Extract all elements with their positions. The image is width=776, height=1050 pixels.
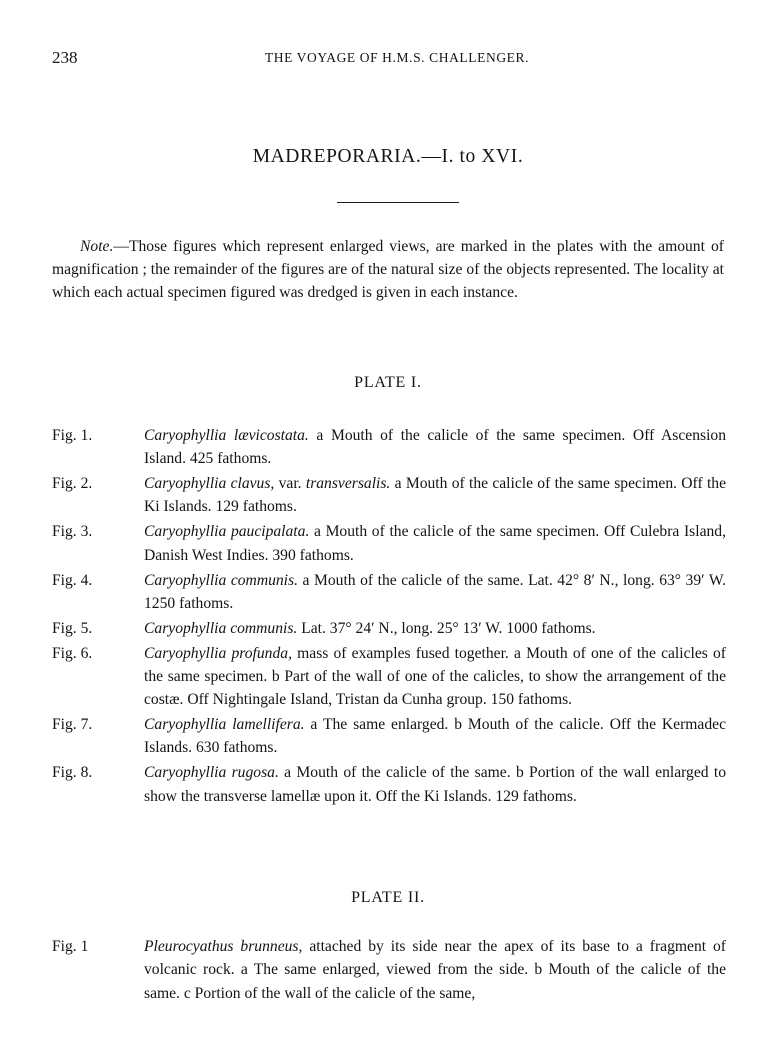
species-name: Caryophyllia communis. [144, 619, 298, 637]
running-head [52, 48, 742, 72]
species-name: Caryophyllia clavus, [144, 475, 275, 493]
page-number: 238 [52, 48, 78, 67]
figure-list-plate-1 [52, 424, 726, 810]
note-label: Note. [80, 238, 114, 255]
figure-entry [52, 935, 726, 1005]
variety-connector: var. [274, 475, 306, 493]
figure-label: Fig. 8. [52, 764, 93, 782]
figure-label: Fig. 3. [52, 523, 93, 541]
figure-label: Fig. 7. [52, 716, 93, 734]
figure-entry [52, 642, 726, 712]
figure-label: Fig. 6. [52, 644, 93, 662]
figure-caption: a Mouth of the calicle of the same specimen. Off Culebra Island, Danish West Indies. 390 fathoms. [144, 523, 726, 564]
species-name: Caryophyllia profunda, [144, 644, 292, 662]
figure-entry [52, 761, 726, 808]
variety-name: transversalis. [305, 475, 391, 493]
note-text: —Those figures which represent enlarged views, are marked in the plates with the amount of magnification ; the remainder of the figures are of the natural size of the objects represented. The locality at which each actual specimen figured was dredged is given in each instance. [52, 238, 724, 301]
species-name: Pleurocyathus brunneus, [144, 938, 303, 955]
figure-entry [52, 617, 726, 640]
figure-caption: mass of examples fused together. a Mouth of one of the calicles of the same specimen. b Part of the wall of one of the calicles, to show the arrangement of the costæ. Off Nightingale Island, Tristan da Cunha group. 150 fathoms. [144, 644, 726, 709]
figure-caption: a The same enlarged. b Mouth of the calicle. Off the Kermadec Islands. 630 fathoms. [144, 716, 726, 757]
plate-heading: PLATE II. [351, 889, 425, 906]
figure-entry [52, 472, 726, 519]
species-name: Caryophyllia communis. [144, 571, 298, 589]
figure-label: Fig. 2. [52, 475, 93, 493]
figure-label: Fig. 1. [52, 427, 93, 444]
figure-caption: a Mouth of the calicle of the same specimen. Off the Ki Islands. 129 fathoms. [144, 475, 727, 516]
title-divider [337, 202, 459, 203]
figure-label: Fig. 4. [52, 571, 93, 589]
figure-entry [52, 713, 726, 760]
figure-caption: attached by its side near the apex of its base to a fragment of volcanic rock. a The same enlarged, viewed from the side. b Mouth of the calicle of the same. c Portion of the wall of the calicle of the same, [144, 938, 727, 1002]
figure-entry [52, 569, 726, 616]
figure-label: Fig. 5. [52, 619, 93, 637]
figure-list-plate-2 [52, 935, 726, 1006]
figure-entry [52, 424, 726, 471]
plate-heading: PLATE I. [354, 374, 422, 391]
figure-entry [52, 520, 726, 567]
figure-caption: a Mouth of the calicle of the same. Lat. 42° 8′ N., long. 63° 39′ W. 1250 fathoms. [144, 571, 727, 612]
figure-caption: a Mouth of the calicle of the same specimen. Off Ascension Island. 425 fathoms. [144, 427, 726, 468]
figure-caption: Lat. 37° 24′ N., long. 25° 13′ W. 1000 fathoms. [297, 619, 596, 637]
figure-label: Fig. 1 [52, 938, 89, 955]
note-paragraph [52, 235, 724, 304]
section-title: MADREPORARIA.—I. to XVI. [252, 146, 524, 167]
species-name: Caryophyllia paucipalata. [144, 523, 310, 541]
species-name: Caryophyllia lævicostata. [144, 427, 309, 444]
species-name: Caryophyllia rugosa. [144, 764, 279, 782]
figure-caption: a Mouth of the calicle of the same. b Portion of the wall enlarged to show the transverse lamellæ upon it. Off the Ki Islands. 129 fathoms. [144, 764, 726, 805]
species-name: Caryophyllia lamellifera. [144, 716, 305, 734]
running-title: THE VOYAGE OF H.M.S. CHALLENGER. [264, 50, 530, 65]
